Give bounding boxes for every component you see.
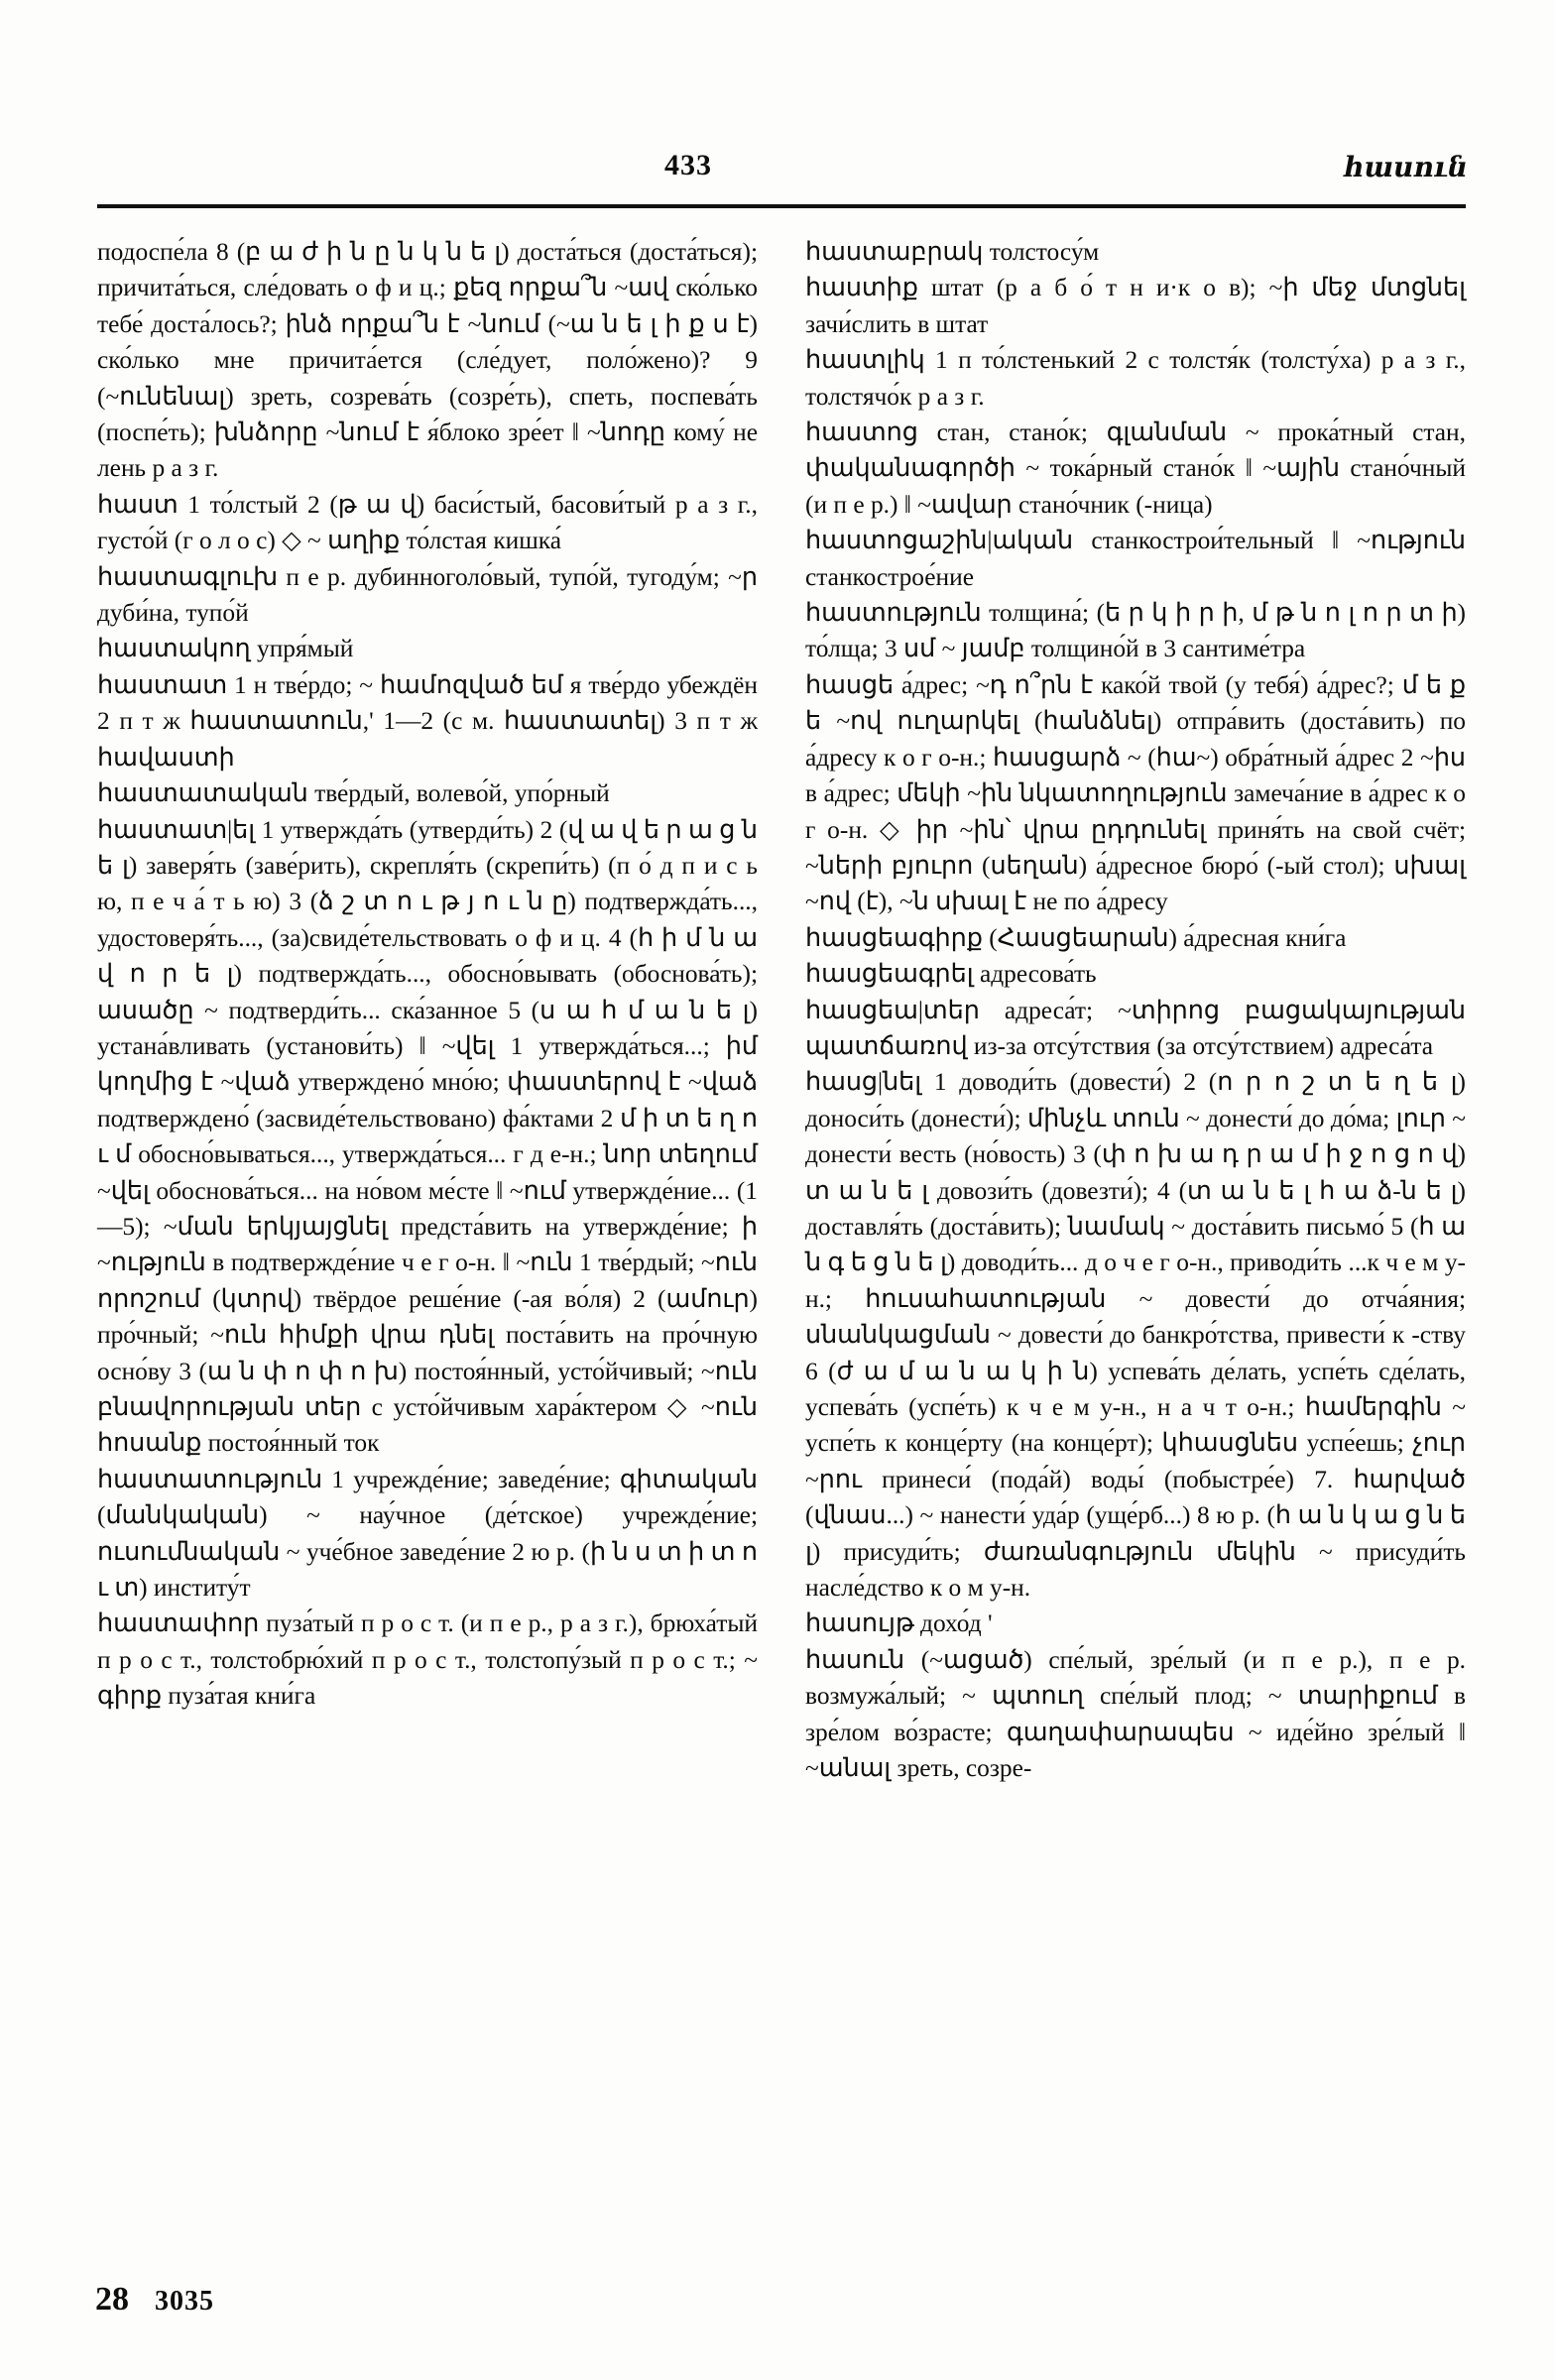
entry: հաստատական тве́рдый, волево́й, упо́рный (97, 779, 610, 808)
entry: հաստ 1 то́лстый 2 (թ ա վ) баси́стый, басови́тый р а з г., густо́й (г о л о с) ◇ ~ աղիք то́лстая кишка́ (97, 490, 758, 555)
entry: հաստություն толщина́; (ե ր կ ի ր ի, մ թ ն ո լ ո ր տ ի) то́лща; 3 սմ ~ յամբ толщино́й в 3 сантиме́тра (805, 599, 1466, 663)
entry: հասց|նել 1 доводи́ть (довести́) 2 (ո ր ո շ տ ե ղ ե լ) доноси́ть (донести́); մինչև տուն ~ донести́ до до́ма; լուր ~ донести́ весть (но́вость) 3 (փ ո խ ա դ ր ա մ ի ջ ո ց ո վ) տ ա ն ե լ довози́ть (довезти́); 4 (տ ա ն ե լ հ ա ձ-ն ե լ) доставля́ть (доста́вить); նամակ ~ доста́вить письмо́ 5 (հ ա ն գ ե ց ն ե լ) доводи́ть... д о ч е г о-н., приводи́ть ...к ч е м у-н.; հուսահատության ~ довести́ до отча́яния; սնանկացման ~ довести́ до банкро́тства, привести́ к -ству 6 (ժ ա մ ա ն ա կ ի ն) успева́ть де́лать, успе́ть сде́лать, успева́ть (успе́ть) к ч е м у-н., н а ч т о-н.; համերգին ~ успе́ть к конце́рту (на конце́рт); կհասցնես успе́ешь; չուր ~րու принеси́ (пода́й) воды́ (побыстре́е) 7. հարված (վնաս...) ~ нанести́ уда́р (уще́рб...) 8 ю р. (հ ա ն կ ա ց ն ե լ) присуди́ть; ժառանգություն մեկին ~ присуди́ть насле́дство к о м у-н. (805, 1068, 1466, 1603)
printing-code: 3035 (155, 2286, 214, 2317)
header-rule (97, 204, 1466, 208)
entry: հասցեա|տեր адреса́т; ~տիրոց բացակայության պատճառով из-за отсу́тствия (за отсу́тствием) адреса́та (805, 996, 1466, 1060)
page-number: 433 (664, 149, 712, 181)
entry: հաստատություն 1 учрежде́ние; заведе́ние; գիտական (մանկական) ~ нау́чное (де́тское) учрежде́ние; ուսումնական ~ уче́бное заведе́ние 2 ю р. (ի ն ս տ ի տ ո ւ տ) институ́т (97, 1465, 758, 1603)
entry: հաստլիկ 1 п то́лстенький 2 с толстя́к (толсту́ха) р а з г., толстячо́к р а з г. (805, 346, 1466, 411)
text-columns (97, 234, 1466, 2277)
entry: հաստակող упря́мый (97, 635, 354, 663)
running-head: հասուն (1343, 151, 1468, 183)
page-footer (95, 2281, 492, 2319)
entry: հաստաբրակ толстосу́м (805, 238, 1100, 266)
entry: հասցեագրել адресова́ть (805, 960, 1097, 989)
page-header (99, 149, 1468, 194)
entry: հաստոցաշին|ական станкострои́тельный ‖ ~ություն станкострое́ние (805, 527, 1466, 591)
entry: հասցեագիրք (Հասցեարան) а́дресная кни́га (805, 923, 1347, 952)
entry: подоспе́ла 8 (բ ա ժ ի ն ը ն կ ն ե լ) доста́ться (доста́ться); причита́ться, сле́довать о ф и ц.; քեզ որքա՞ն ~ավ ско́лько тебе́ доста́лось?; ինձ որքա՞ն է ~նում (~ա ն ե լ ի ք ս է) ско́лько мне причита́ется (сле́дует, поло́жено)? 9 (~ունենալ) зреть, созрева́ть (созре́ть), спеть, поспева́ть (поспе́ть); խնձորը ~նում է я́блоко зре́ет ‖ ~նոդը кому́ не лень р а з г. (97, 238, 758, 483)
entry: հասուն (~ացած) спе́лый, зре́лый (и п е р.), п е р. возмужа́лый; ~ պտուղ спе́лый плод; ~ տարիքում в зре́лом во́зрасте; գաղափարապես ~ иде́йно зре́лый ‖ ~անալ зреть, созре- (805, 1645, 1466, 1783)
entry: հասույթ дохо́д ' (805, 1609, 993, 1638)
right-column (805, 234, 1466, 2277)
entry: հաստագլուխ п е р. дубинноголо́вый, тупо́й, тугоду́м; ~ր дуби́на, тупо́й (97, 562, 758, 628)
entry: հասցե а́дрес; ~դ ո՞րն է како́й твой (у тебя́) а́дрес?; մ ե ք ե ~ով ուղարկել (հանձնել) отпра́вить (доста́вить) по а́дресу к о г о-н.; հասցարձ ~ (հա~) обра́тный а́дрес 2 ~իս в а́дрес; մեկի ~ին նկատողություն замеча́ние в а́дрес к о г о-н. ◇ իր ~ին՝ վրա ըդդունել приня́ть на свой счёт; ~ների բյուրո (սեղան) а́дресное бюро́ (-ый стол); սխալ ~ով (է), ~ն սխալ է не по а́дресу (805, 670, 1466, 916)
left-column (97, 234, 758, 2277)
entry: հաստատ|ել 1 утвержда́ть (утверди́ть) 2 (վ ա վ ե ր ա ց ն ե լ) заверя́ть (заве́рить), скрепля́ть (скрепи́ть) (п о́ д п и с ь ю, п е ч а́ т ь ю) 3 (ձ շ տ ո ւ թ յ ո ւ ն ը) подтвержда́ть..., удостоверя́ть..., (за)свиде́тельствовать о ф и ц. 4 (հ ի մ ն ա վ ո ր ե լ) подтвержда́ть..., обосно́вывать (обоснова́ть); ասածը ~ подтверди́ть... ска́занное 5 (ս ա հ մ ա ն ե լ) устана́вливать (установи́ть) ‖ ~վել 1 утвержда́ться...; իմ կողմից է ~վաձ утверждено́ мно́ю; փաստերով է ~վաձ подтверждено́ (засвиде́тельствовано) фа́ктами 2 մ ի տ ե ղ ո ւ մ обосно́вываться..., утвержда́ться... г д е-н.; նոր տեղում ~վել обоснова́ться... на но́вом ме́сте ‖ ~ում утвержде́ние... (1—5); ~ման երկյայցնել предста́вить на утвержде́ние; ի ~ություն в подтвержде́ние ч е г о-н. ‖ ~ուն 1 тве́рдый; ~ուն որոշում (կտրվ) твёрдое реше́ние (-ая во́ля) 2 (ամուր) про́чный; ~ուն հիմքի վրա դնել поста́вить на про́чную осно́ву 3 (ա ն փ ո փ ո խ) постоя́нный, усто́йчивый; ~ուն բնավորության տեր с усто́йчивым хара́ктером ◇ ~ուն հոսանք постоя́нный ток (97, 815, 758, 1458)
entry: հաստատ 1 н тве́рдо; ~ համոզված եմ я тве́рдо убеждён 2 п т ж հաստատուն,' 1—2 (с м. հաստատել) 3 п т ж հավաստի (97, 670, 758, 772)
entry: հաստիք штат (р а б о́ т н и·к о в); ~ի մեջ մտցնել зачи́слить в штат (805, 274, 1466, 338)
entry: հաստափոր пуза́тый п р о с т. (и п е р., р а з г.), брюха́тый п р о с т., толстобрю́хий п р о с т., толстопу́зый п р о с т.; ~ գիրք пуза́тая кни́га (97, 1609, 758, 1711)
signature-number: 28 (95, 2281, 129, 2318)
entry: հաստոց стан, стано́к; գլանման ~ прока́тный стан, փականագործի ~ тока́рный стано́к ‖ ~ային стано́чный (и п е р.) ‖ ~ավար стано́чник (-ница) (805, 418, 1466, 519)
